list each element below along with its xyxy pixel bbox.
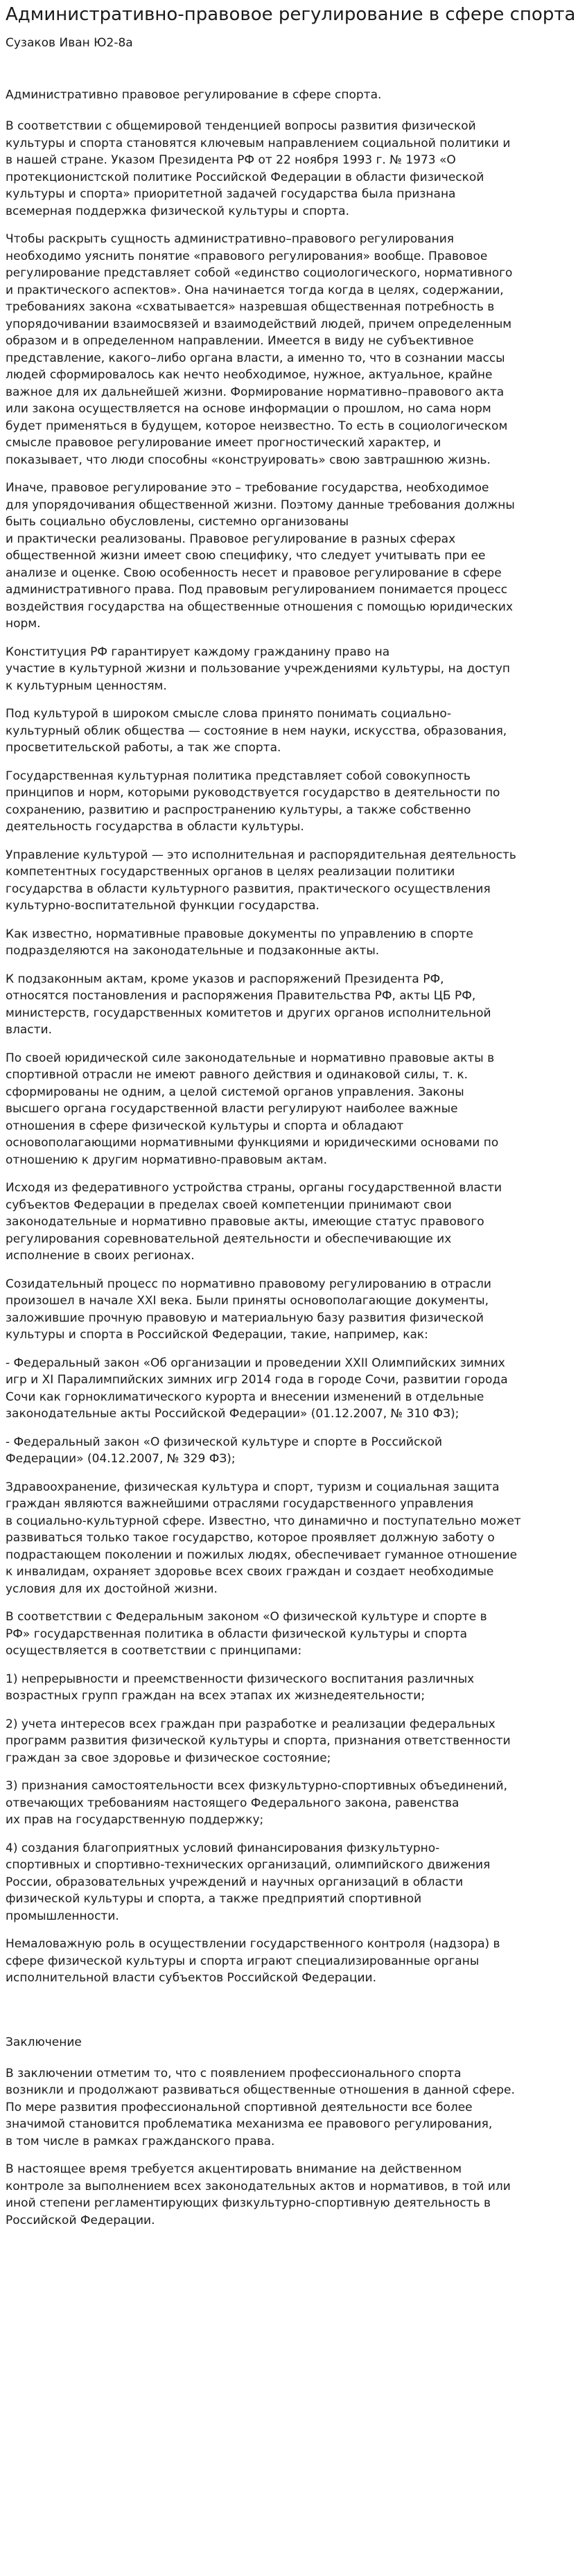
document-title: Административно-правовое регулирование в сфере спорта — [6, 4, 576, 25]
paragraph: Управление культурой — это исполнительная и распорядительная деятельность компетентных государственных органов в целях реализации политики государства в области культурного развития, практического осуществления культурно-воспитательной функции государства. — [6, 848, 516, 913]
paragraph: Под культурой в широком смысле слова принято понимать социально- культурный облик общества — состояние в нем науки, искусства, образования, просветительской работы, а так же спорта. — [6, 707, 507, 755]
paragraph: Конституция РФ гарантирует каждому гражданину право на участие в культурной жизни и пользование учреждениями культуры, на доступ к культурным ценностям. — [6, 645, 511, 693]
paragraph: В соответствии с Федеральным законом «О физической культуре и спорте в РФ» государственная политика в области физической культуры и спорта осуществляется в соответствии с принципами: — [6, 1610, 487, 1658]
paragraph: К подзаконным актам, кроме указов и распоряжений Президента РФ, относятся постановления и распоряжения Правительства РФ, акты ЦБ РФ, министерств, государственных комитетов и других органов исполнительной власти. — [6, 972, 491, 1037]
list-item: - Федеральный закон «Об организации и проведении XXII Олимпийских зимних игр и XI Паралимпийских зимних игр 2014 года в городе Сочи, развитии города Сочи как горноклиматического курорта и внесении изменений в отдельные законодательные акты Российской Федерации» (01.12.2007, № 310 ФЗ); — [6, 1356, 508, 1421]
conclusion-section — [6, 2034, 581, 2229]
conclusion-paragraph: В заключении отметим то, что с появлением профессионального спорта возникли и продолжают развиваться общественные отношения в данной сфере. По мере развития профессиональной спортивной деятельности все более значимой становится проблематика механизма ее правового регулирования, в том числе в рамках гражданского права. — [6, 2066, 515, 2148]
paragraph: Иначе, правовое регулирование это – требование государства, необходимое для упорядочивания общественной жизни. Поэтому данные требования должны быть социально обусловлены, системно организованы и практически реализованы. Правовое регулирование в разных сферах общественной жизни имеет свою специфику, что следует учитывать при ее анализе и оценке. Свою особенность несет и правовое регулирование в сфере административного права. Под правовым регулированием понимается процесс воздействия государства на общественные отношения с помощью юридических норм. — [6, 481, 515, 631]
paragraph: По своей юридической силе законодательные и нормативно правовые акты в спортивной отрасли не имеют равного действия и одинаковой силы, т. к. сформированы не одним, а целой системой органов управления. Законы высшего органа государственной власти регулируют наиболее важные отношения в сфере физической культуры и спорта и обладают основополагающими нормативными функциями и юридическими основами по отношению к другим нормативно-правовым актам. — [6, 1051, 499, 1167]
paragraph: В соответствии с общемировой тенденцией вопросы развития физической культуры и спорта становятся ключевым направлением социальной политики и в нашей стране. Указом Президента РФ от 22 ноября 1993 г. № 1973 «О протекционистской политике Российской Федерации в области физической культуры и спорта» приоритетной задачей государства была признана всемерная поддержка физической культуры и спорта. — [6, 119, 511, 218]
section-spacer — [6, 1998, 581, 2034]
paragraph: Государственная культурная политика представляет собой совокупность принципов и норм, которыми руководствуется государство в деятельности по сохранению, развитию и распространению культуры, а также собственно деятельность государства в области культуры. — [6, 769, 500, 834]
list-item: 1) непрерывности и преемственности физического воспитания различных возрастных групп граждан на всех этапах их жизнедеятельности; — [6, 1672, 475, 1703]
list-item: 3) признания самостоятельности всех физкультурно-спортивных объединений, отвечающих требованиям настоящего Федерального закона, равенства их прав на государственную поддержку; — [6, 1779, 508, 1827]
section-heading: Административно правовое регулирование в сфере спорта. — [6, 88, 382, 102]
paragraph: Здравоохранение, физическая культура и спорт, туризм и социальная защита граждан являются важнейшими отраслями государственного управления в социально-культурной сфере. Известно, что динамично и поступательно может развиваться только такое государство, которое проявляет должную заботу о подрастающем поколении и пожилых людях, обеспечивает гуманное отношение к инвалидам, охраняет здоровье всех своих граждан и создает необходимые условия для их достойной жизни. — [6, 1480, 521, 1596]
paragraph: Как известно, нормативные правовые документы по управлению в спорте подразделяются на законодательные и подзаконные акты. — [6, 927, 473, 958]
paragraph: Чтобы раскрыть сущность административно–правового регулирования необходимо уяснить понятие «правового регулирования» вообще. Правовое регулирование представляет собой «единство социологического, нормативного и практического аспектов». Она начинается тогда когда в целях, содержании, требованиях закона «схватывается» назревшая общественная потребность в упорядочивании взаимосвязей и взаимодействий людей, причем определенным образом и в определенном направлении. Имеется в виду не субъективное представление, какого–либо органа власти, а именно то, что в сознании массы людей сформировалось как нечто необходимое, нужное, актуальное, крайне важное для их дальнейшей жизни. Формирование нормативно–правового акта или закона осуществляется на основе информации о прошлом, но сама норм будет применяться в будущем, которое неизвестно. То есть в социологическом смысле правовое регулирование имеет прогностический характер, и показывает, что люди способны «конструировать» свою завтрашнюю жизнь. — [6, 232, 513, 467]
document-author: Сузаков Иван Ю2-8а — [6, 36, 133, 50]
list-item: - Федеральный закон «О физической культуре и спорте в Российской Федерации» (04.12.2007, № 329 ФЗ); — [6, 1435, 443, 1466]
list-item: 2) учета интересов всех граждан при разработке и реализации федеральных программ развития физической культуры и спорта, признания ответственности граждан за свое здоровье и физическое состояние; — [6, 1717, 511, 1765]
conclusion-paragraph: В настоящее время требуется акцентировать внимание на действенном контроле за выполнением всех законодательных актов и нормативов, в той или иной степени регламентирующих физкультурно-спортивную деятельность в Российской Федерации. — [6, 2162, 511, 2227]
conclusion-heading: Заключение — [6, 2035, 82, 2049]
list-item: 4) создания благоприятных условий финансирования физкультурно- спортивных и спортивно-технических организаций, олимпийского движения России, образовательных учреждений и научных организаций в области физической культуры и спорта, а также предприятий спортивной промышленности. — [6, 1841, 491, 1923]
body-section — [6, 118, 581, 1987]
paragraph: Исходя из федеративного устройства страны, органы государственной власти субъектов Федерации в пределах своей компетенции принимают свои законодательные и нормативно правовые акты, имеющие статус правового регулирования соревновательной деятельности и обеспечивающие их исполнение в своих регионах. — [6, 1181, 502, 1263]
paragraph: Созидательный процесс по нормативно правовому регулированию в отрасли произошел в начале XXI века. Были приняты основополагающие документы, заложившие прочную правовую и материальную базу развития физической культуры и спорта в Российской Федерации, такие, например, как: — [6, 1277, 491, 1342]
paragraph: Немаловажную роль в осуществлении государственного контроля (надзора) в сфере физической культуры и спорта играют специализированные органы исполнительной власти субъектов Российской Федерации. — [6, 1937, 500, 1985]
